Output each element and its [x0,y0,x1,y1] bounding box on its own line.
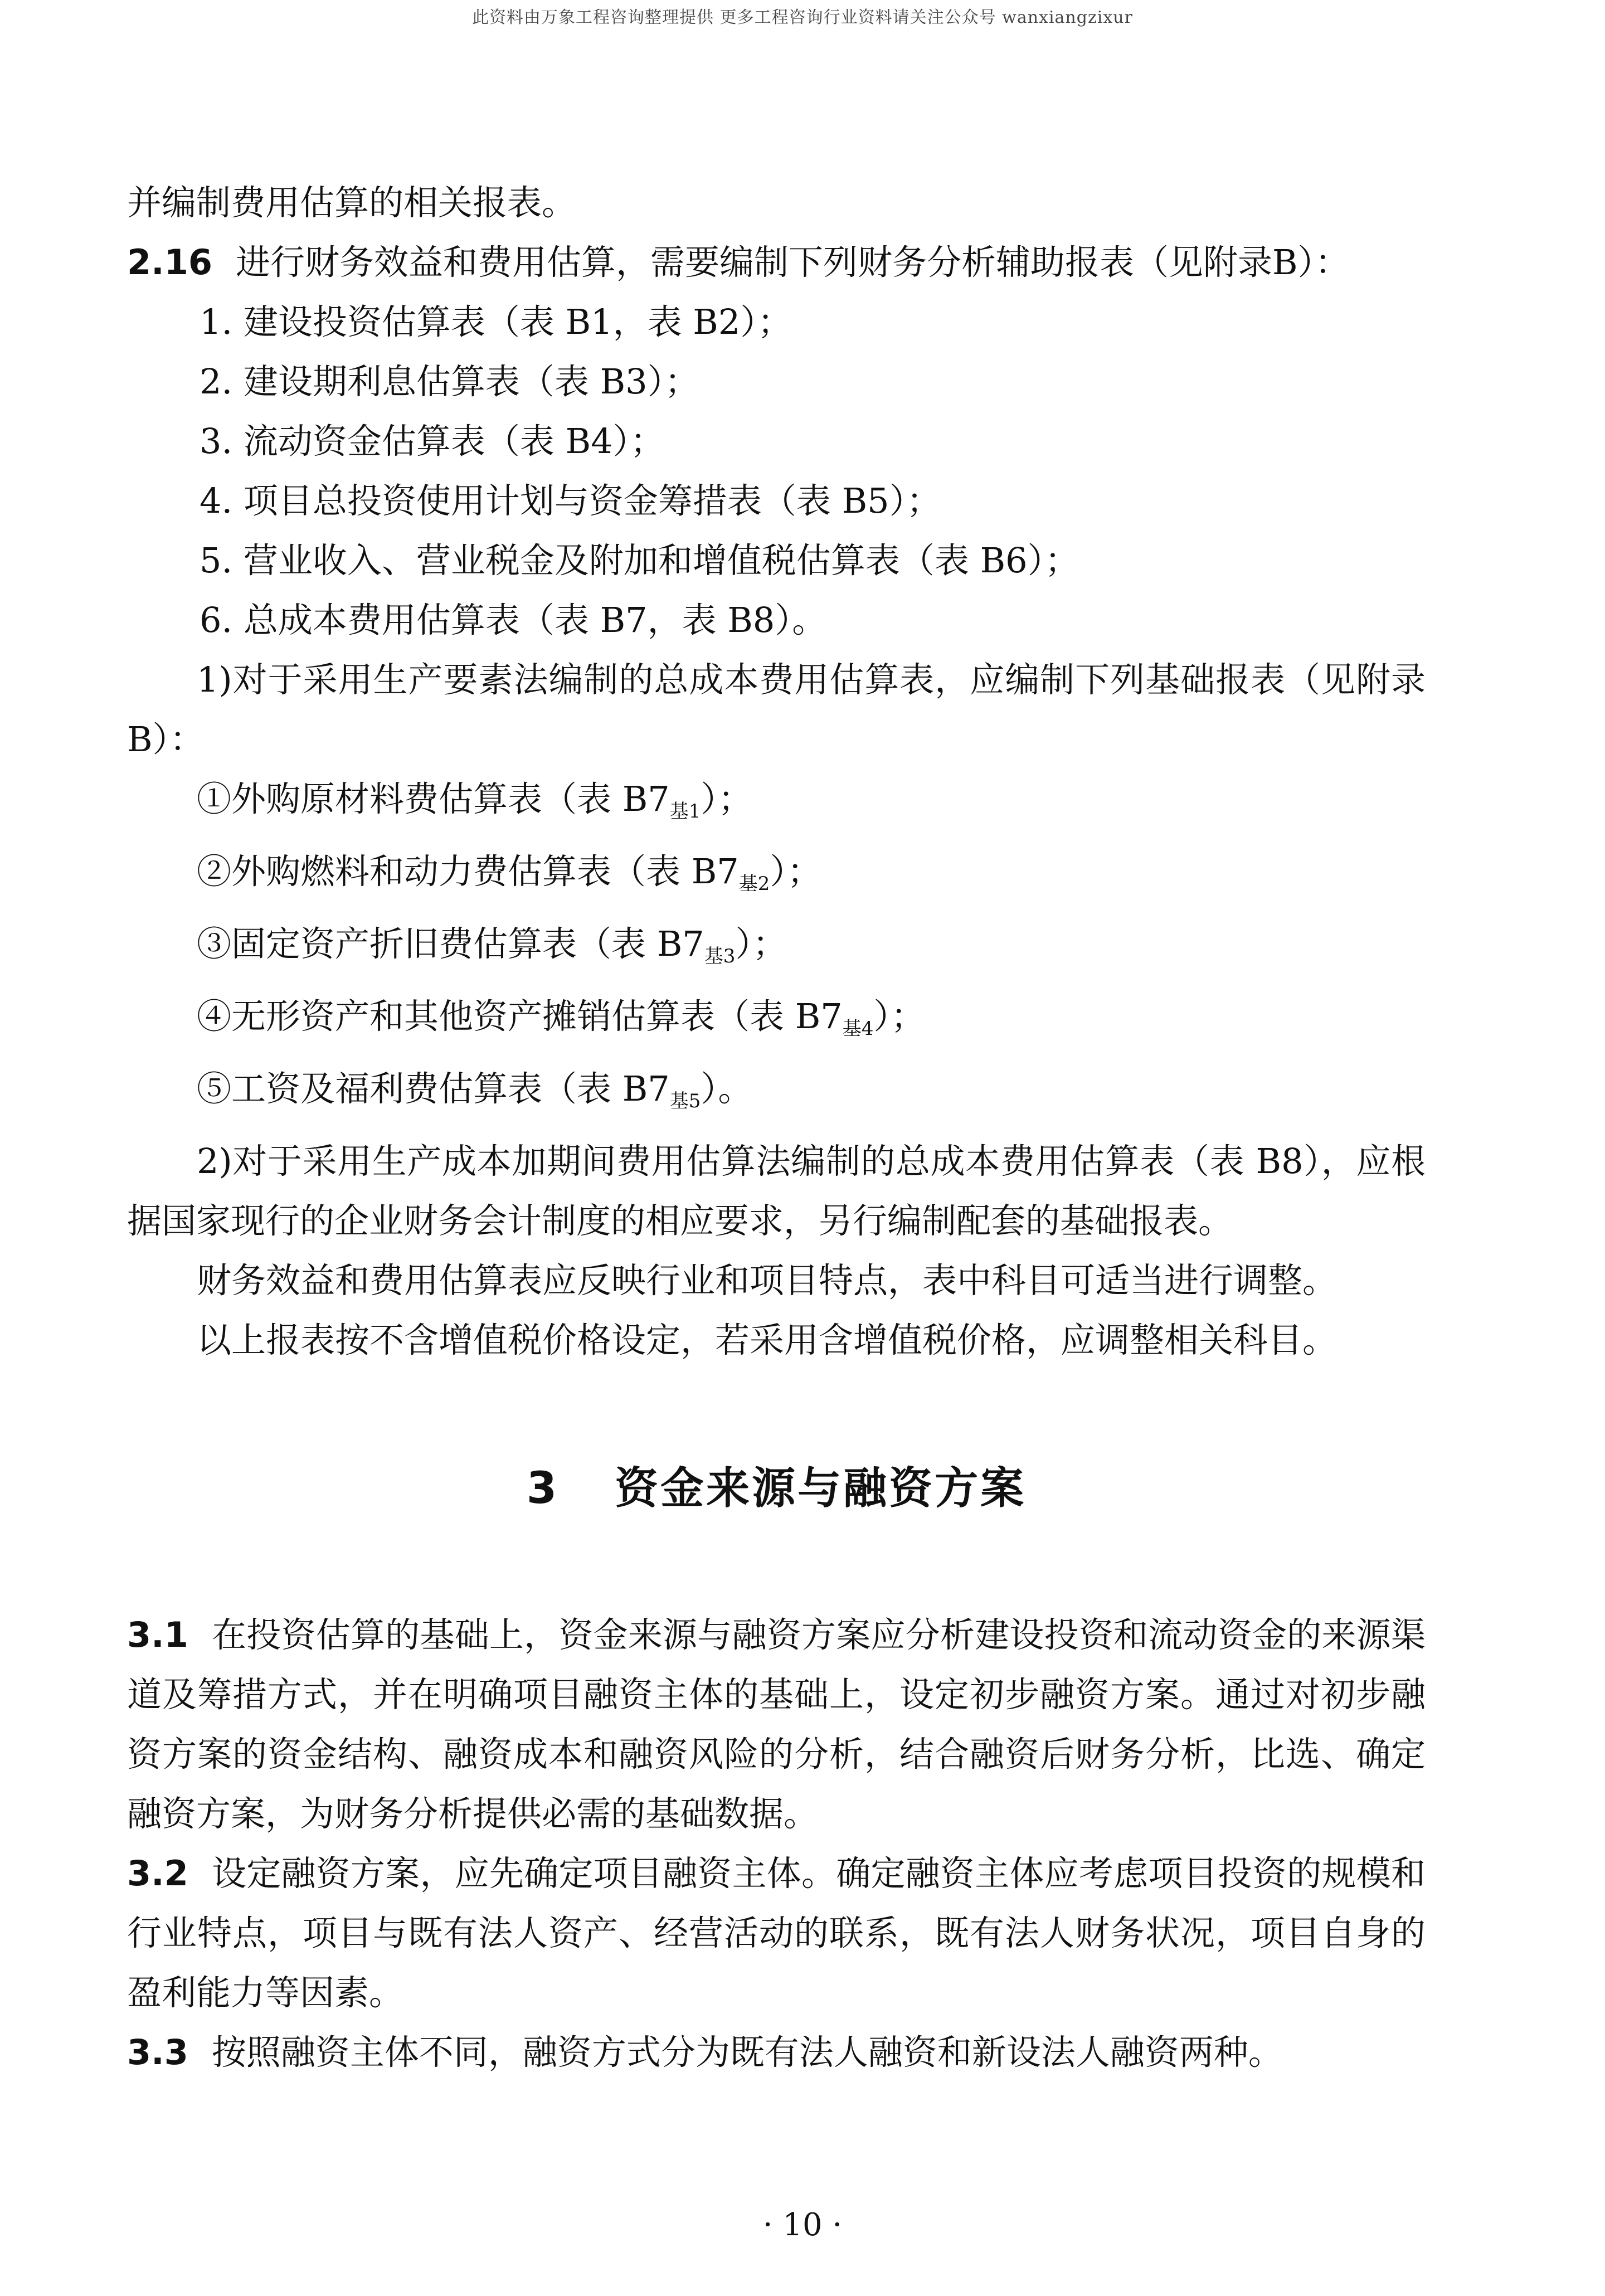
chapter-heading [127,1453,1426,1516]
basic-table-item [127,914,1426,986]
item-text: ③固定资产折旧费估算表（表 B7 [197,923,704,964]
item-punct: ）； [770,851,822,892]
item-text: ⑤工资及福利费估算表（表 B7 [197,1068,670,1109]
note-2: 以上报表按不含增值税价格设定，若采用含增值税价格，应调整相关科目。 [197,1320,1338,1360]
list-item: 3. 流动资金估算表（表 B4）； [200,421,665,461]
item-subscript: 基4 [842,1018,874,1040]
list-item: 4. 项目总投资使用计划与资金筹措表（表 B5）； [200,480,941,521]
list-item: 2. 建设期利息估算表（表 B3）； [200,361,699,402]
item-subscript: 基2 [738,873,770,895]
item-punct: ）； [735,923,787,964]
note-1: 财务效益和费用估算表应反映行业和项目特点，表中科目可适当进行调整。 [197,1260,1338,1301]
chapter-title: 资金来源与融资方案 [615,1463,1027,1514]
clause-text: 设定融资方案，应先确定项目融资主体。确定融资主体应考虑项目投资的规模和行业特点，项目与既有法人资产、经营活动的联系，既有法人财务状况，项目自身的盈利能力等因素。 [127,1853,1426,2013]
clause-text: 进行财务效益和费用估算，需要编制下列财务分析辅助报表（见附录B）： [235,242,1350,283]
clause-number: 2.16 [127,242,212,283]
sub-paragraph-1: 1)对于采用生产要素法编制的总成本费用估算表，应编制下列基础报表（见附录 B）： [127,659,1426,760]
item-subscript: 基3 [704,945,736,967]
item-punct: ）。 [701,1068,753,1109]
clause-3-2 [127,1843,1426,2022]
page-body [127,173,1426,2082]
chapter-number: 3 [526,1463,560,1514]
item-punct: ）； [701,779,753,819]
clause-text: 按照融资主体不同，融资方式分为既有法人融资和新设法人融资两种。 [211,2032,1283,2073]
clause-2-16 [127,232,1426,292]
sub-paragraph-2: 2)对于采用生产成本加期间费用估算法编制的总成本费用估算表（表 B8），应根据国家现行的企业财务会计制度的相应要求，另行编制配套的基础报表。 [127,1141,1426,1241]
clause-number: 3.1 [127,1614,188,1655]
basic-table-item [127,986,1426,1059]
intro-line: 并编制费用估算的相关报表。 [127,182,577,223]
list-item: 1. 建设投资估算表（表 B1，表 B2）； [200,301,792,342]
item-punct: ）； [873,996,926,1037]
clause-number: 3.2 [127,1853,188,1894]
clause-number: 3.3 [127,2032,188,2073]
watermark-header: 此资料由万象工程咨询整理提供 更多工程咨询行业资料请关注公众号 wanxiangzixur [472,8,1133,27]
page-number: · 10 · [762,2207,843,2243]
basic-table-item [127,841,1426,914]
list-item: 6. 总成本费用估算表（表 B7，表 B8）。 [200,600,827,640]
item-subscript: 基1 [669,800,701,823]
item-text: ④无形资产和其他资产摊销估算表（表 B7 [197,996,843,1037]
basic-table-item [127,1059,1426,1131]
item-text: ②外购燃料和动力费估算表（表 B7 [197,851,739,892]
list-item: 5. 营业收入、营业税金及附加和增值税估算表（表 B6）； [200,540,1079,581]
item-subscript: 基5 [669,1090,701,1112]
item-text: ①外购原材料费估算表（表 B7 [197,779,670,819]
clause-3-3 [127,2022,1426,2082]
basic-table-item [127,769,1426,841]
clause-text: 在投资估算的基础上，资金来源与融资方案应分析建设投资和流动资金的来源渠道及筹措方式，并在明确项目融资主体的基础上，设定初步融资方案。通过对初步融资方案的资金结构、融资成本和融资风险的分析，结合融资后财务分析，比选、确定融资方案，为财务分析提供必需的基础数据。 [127,1614,1426,1834]
clause-3-1 [127,1605,1426,1843]
